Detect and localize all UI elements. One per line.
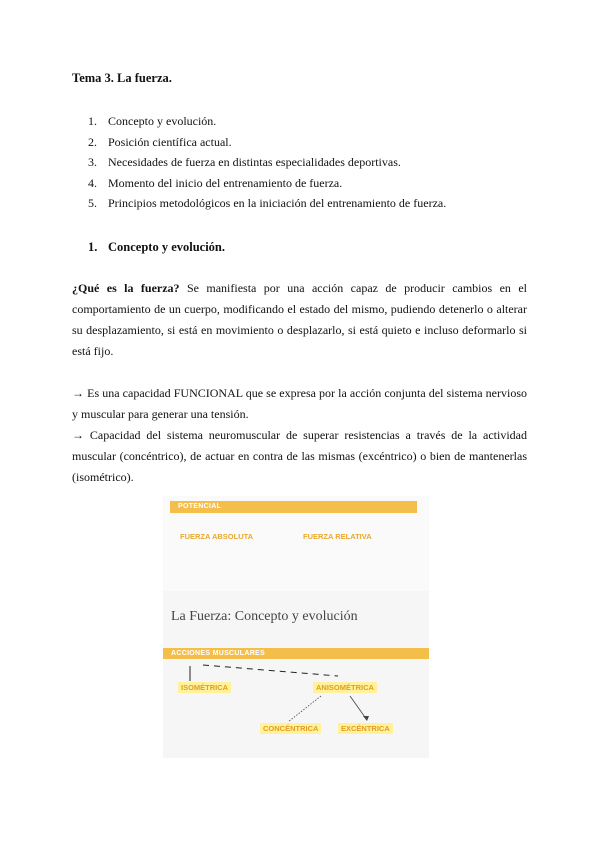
eccentric-box: EXCÉNTRICA — [338, 723, 393, 734]
index-number: 4. — [88, 175, 97, 190]
relative-force-label: FUERZA RELATIVA — [303, 532, 372, 541]
topic-index-list — [88, 113, 446, 216]
section-title: Concepto y evolución. — [108, 240, 226, 254]
muscle-actions-bar: ACCIONES MUSCULARES — [163, 648, 429, 659]
index-number: 2. — [88, 134, 97, 149]
paragraph-definition — [72, 278, 527, 362]
eccentric-arrowhead — [363, 716, 369, 721]
concentric-connector — [288, 696, 321, 722]
index-item — [88, 195, 446, 216]
index-text: Posición científica actual. — [108, 134, 232, 149]
section-heading — [88, 240, 225, 255]
force-diagram-figure — [163, 496, 429, 758]
potential-bar: POTENCIAL — [170, 501, 417, 513]
index-item — [88, 154, 446, 175]
anisometric-box: ANISOMÉTRICA — [313, 682, 377, 693]
index-text: Momento del inicio del entrenamiento de fuerza. — [108, 175, 343, 190]
index-number: 1. — [88, 114, 97, 128]
index-text: Concepto y evolución. — [108, 114, 217, 128]
absolute-force-label: FUERZA ABSOLUTA — [180, 532, 254, 541]
index-number: 3. — [88, 155, 97, 169]
section-number: 1. — [88, 240, 98, 254]
diagram-connectors — [163, 496, 429, 758]
isometric-box: ISOMÉTRICA — [178, 682, 231, 693]
index-item — [88, 113, 446, 134]
paragraph-text: Se manifiesta por una acción capaz de producir cambios en el comportamiento de un cuerpo, modificando el estado del mismo, pudiendo detenerlo o alterar su desplazamiento, si está en movimiento o desplazarlo, si está quieto e incluso deformarlo si está fijo. — [72, 281, 528, 358]
index-number: 5. — [88, 196, 97, 210]
index-text: Principios metodológicos en la iniciación del entrenamiento de fuerza. — [108, 196, 447, 210]
concentric-box: CONCÉNTRICA — [260, 723, 321, 734]
paragraph-functional: → Es una capacidad FUNCIONAL que se expresa por la acción conjunta del sistema nervioso y muscular para generar una tensión. — [72, 386, 527, 421]
figure-heading: La Fuerza: Concepto y evolución — [171, 609, 358, 624]
index-text: Necesidades de fuerza en distintas especialidades deportivas. — [108, 155, 401, 169]
document-title: Tema 3. La fuerza. — [72, 71, 172, 85]
index-item — [88, 175, 446, 196]
dashed-connector — [203, 665, 338, 676]
paragraph-lead: ¿Qué es la fuerza? — [72, 281, 180, 295]
index-item — [88, 134, 446, 155]
paragraph-neuromuscular: → Capacidad del sistema neuromuscular de superar resistencias a través de la actividad muscular (concéntrico), de actuar en contra de las mismas (excéntrico) o bien de mantenerlas (isométrico). — [72, 428, 527, 484]
